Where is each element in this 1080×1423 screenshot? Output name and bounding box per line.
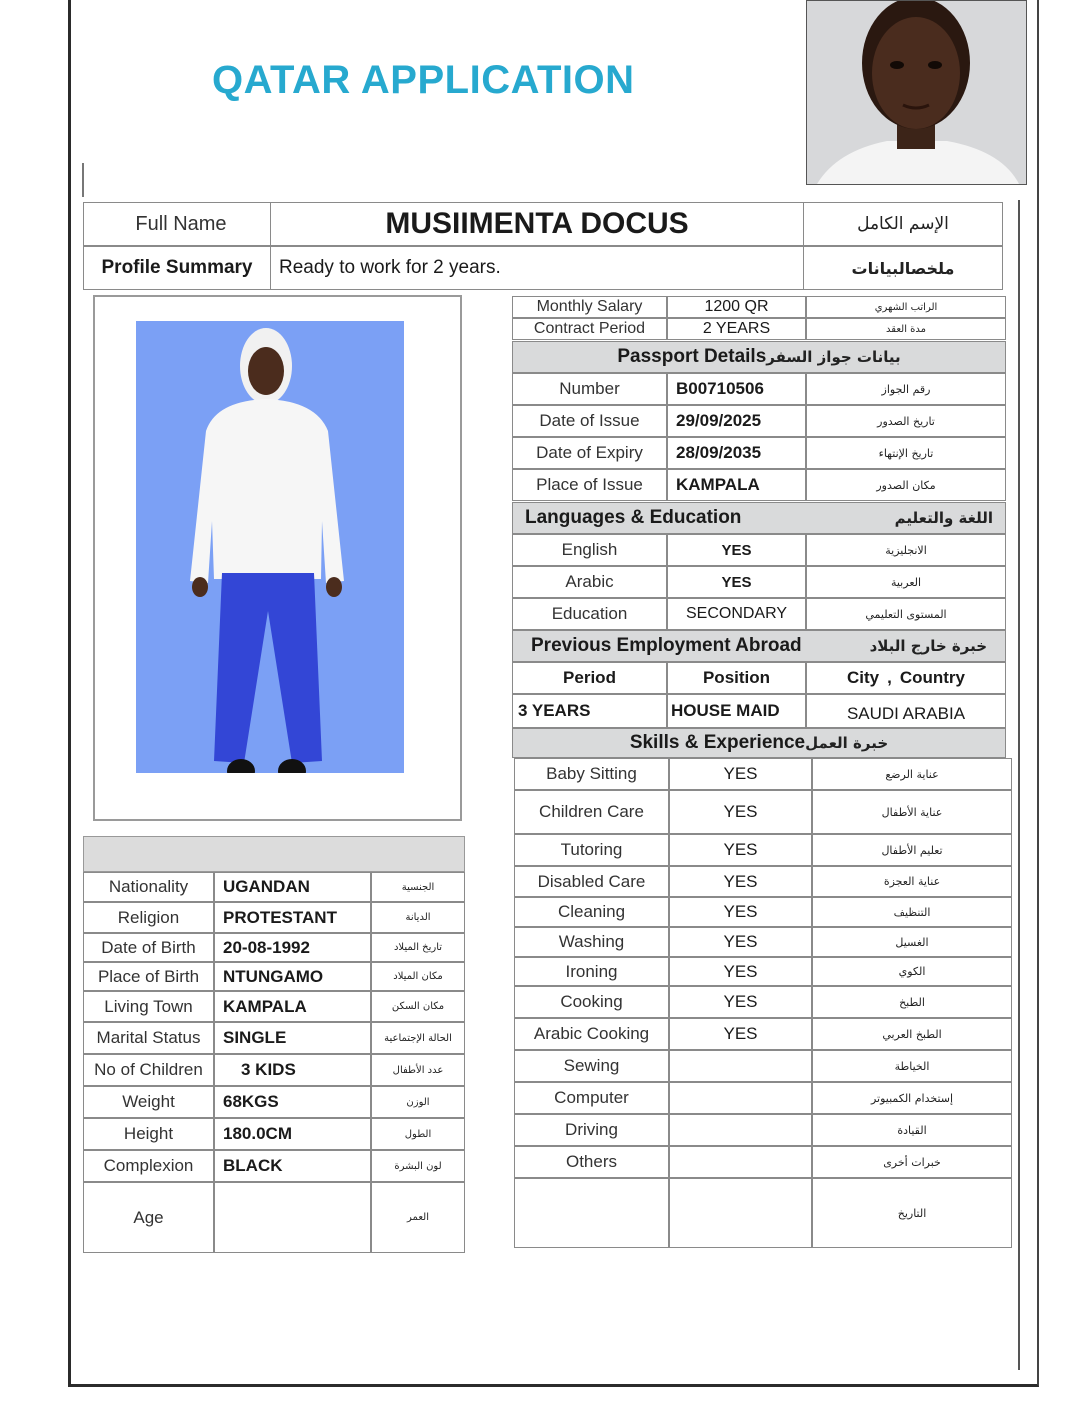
skill-row-value bbox=[669, 1114, 812, 1146]
full-body-photo bbox=[93, 295, 462, 821]
skill-row-value: YES bbox=[669, 834, 812, 866]
col-city: City bbox=[846, 668, 880, 687]
personal-row-label: Nationality bbox=[83, 872, 214, 902]
skill-row-arabic: الكوي bbox=[812, 957, 1012, 986]
personal-row-value: 180.0CM bbox=[214, 1118, 371, 1150]
skill-row-value: YES bbox=[669, 790, 812, 834]
employment-position: HOUSE MAID bbox=[667, 694, 806, 728]
skill-row-arabic: تعليم الأطفال bbox=[812, 834, 1012, 866]
skill-row-value: YES bbox=[669, 1018, 812, 1050]
personal-row-label: Marital Status bbox=[83, 1022, 214, 1054]
passport-row-value: 28/09/2035 bbox=[667, 437, 806, 469]
margin-tick bbox=[82, 163, 84, 197]
personal-row-arabic: الحالة الإجتماعية bbox=[371, 1022, 465, 1054]
employment-period: 3 YEARS bbox=[512, 694, 667, 728]
language-row-value: YES bbox=[667, 534, 806, 566]
languages-heading-text: Languages & Education bbox=[525, 507, 742, 528]
skill-row-label: Disabled Care bbox=[514, 866, 669, 897]
personal-row-label: Living Town bbox=[83, 991, 214, 1022]
col-sep: , bbox=[887, 668, 892, 687]
skill-row-value: YES bbox=[669, 758, 812, 790]
skill-row-label bbox=[514, 1178, 669, 1248]
personal-row-label: Weight bbox=[83, 1086, 214, 1118]
personal-row-value: 3 KIDS bbox=[214, 1054, 371, 1086]
passport-row-value: B00710506 bbox=[667, 373, 806, 405]
full-name-arabic: الإسم الكامل bbox=[803, 202, 1003, 246]
skill-row-label: Cleaning bbox=[514, 897, 669, 927]
passport-row-value: KAMPALA bbox=[667, 469, 806, 501]
personal-row-arabic: لون البشرة bbox=[371, 1150, 465, 1182]
languages-heading bbox=[512, 502, 1006, 534]
employment-heading bbox=[512, 630, 1006, 662]
passport-row-value: 29/09/2025 bbox=[667, 405, 806, 437]
personal-row-label: No of Children bbox=[83, 1054, 214, 1086]
skill-row-arabic: التنظيف bbox=[812, 897, 1012, 927]
passport-heading-text: Passport Details bbox=[617, 346, 767, 367]
language-row-label: Education bbox=[512, 598, 667, 630]
language-row-label: English bbox=[512, 534, 667, 566]
language-row-label: Arabic bbox=[512, 566, 667, 598]
personal-row-value: SINGLE bbox=[214, 1022, 371, 1054]
full-name-value: MUSIIMENTA DOCUS bbox=[270, 202, 804, 246]
personal-row-label: Height bbox=[83, 1118, 214, 1150]
language-row-value: SECONDARY bbox=[667, 598, 806, 630]
skill-row-arabic: عناية الأطفال bbox=[812, 790, 1012, 834]
personal-row-label: Religion bbox=[83, 902, 214, 933]
skill-row-label: Children Care bbox=[514, 790, 669, 834]
personal-row-label: Place of Birth bbox=[83, 962, 214, 991]
headshot-photo bbox=[806, 0, 1027, 185]
skill-row-label: Computer bbox=[514, 1082, 669, 1114]
skills-heading bbox=[512, 728, 1006, 758]
personal-row-value: 20-08-1992 bbox=[214, 933, 371, 962]
profile-summary-arabic: ملخصالبيانات bbox=[803, 246, 1003, 290]
skill-row-label: Arabic Cooking bbox=[514, 1018, 669, 1050]
col-country: Country bbox=[899, 668, 966, 687]
skill-row-value: YES bbox=[669, 986, 812, 1018]
personal-row-arabic: الطول bbox=[371, 1118, 465, 1150]
skill-row-arabic: القيادة bbox=[812, 1114, 1012, 1146]
language-row-value: YES bbox=[667, 566, 806, 598]
page-border-line bbox=[1018, 200, 1020, 1370]
languages-heading-arabic: اللغة والتعليم bbox=[894, 509, 993, 527]
skill-row-value bbox=[669, 1082, 812, 1114]
personal-row-arabic: الوزن bbox=[371, 1086, 465, 1118]
skill-row-value: YES bbox=[669, 957, 812, 986]
skill-row-label: Driving bbox=[514, 1114, 669, 1146]
skill-row-label: Baby Sitting bbox=[514, 758, 669, 790]
skill-row-label: Ironing bbox=[514, 957, 669, 986]
employment-country: SAUDI ARABIA bbox=[806, 694, 1006, 728]
contract-label: Monthly Salary bbox=[512, 296, 667, 318]
skill-row-arabic: الطبخ bbox=[812, 986, 1012, 1018]
employment-heading-text: Previous Employment Abroad bbox=[531, 635, 802, 656]
skill-row-value: YES bbox=[669, 897, 812, 927]
personal-row-value: 68KGS bbox=[214, 1086, 371, 1118]
passport-row-arabic: رقم الجواز bbox=[806, 373, 1006, 405]
employment-col-city-country bbox=[806, 662, 1006, 694]
personal-row-value bbox=[214, 1182, 371, 1253]
skill-row-label: Sewing bbox=[514, 1050, 669, 1082]
personal-row-arabic: تاريخ الميلاد bbox=[371, 933, 465, 962]
personal-row-arabic: الديانة bbox=[371, 902, 465, 933]
contract-label: Contract Period bbox=[512, 318, 667, 340]
personal-row-arabic: عدد الأطفال bbox=[371, 1054, 465, 1086]
contract-arabic: مدة العقد bbox=[806, 318, 1006, 340]
employment-col-period: Period bbox=[512, 662, 667, 694]
skill-row-arabic: الخياطة bbox=[812, 1050, 1012, 1082]
passport-row-arabic: تاريخ الصدور bbox=[806, 405, 1006, 437]
skills-heading-text: Skills & Experience bbox=[629, 732, 806, 753]
personal-row-value: KAMPALA bbox=[214, 991, 371, 1022]
skill-row-arabic: الطبخ العربي bbox=[812, 1018, 1012, 1050]
personal-row-value: UGANDAN bbox=[214, 872, 371, 902]
passport-row-label: Date of Issue bbox=[512, 405, 667, 437]
skill-row-value: YES bbox=[669, 927, 812, 957]
employment-col-position: Position bbox=[667, 662, 806, 694]
skill-row-arabic: الغسيل bbox=[812, 927, 1012, 957]
personal-header-band bbox=[83, 836, 465, 872]
skill-row-arabic: خبرات أخرى bbox=[812, 1146, 1012, 1178]
passport-row-label: Number bbox=[512, 373, 667, 405]
personal-row-label: Complexion bbox=[83, 1150, 214, 1182]
skills-heading-arabic: خبرة العمل bbox=[805, 734, 889, 752]
contract-value: 1200 QR bbox=[667, 296, 806, 318]
skill-row-value bbox=[669, 1146, 812, 1178]
personal-row-value: PROTESTANT bbox=[214, 902, 371, 933]
personal-row-value: NTUNGAMO bbox=[214, 962, 371, 991]
language-row-arabic: المستوى التعليمي bbox=[806, 598, 1006, 630]
form-title: QATAR APPLICATION bbox=[212, 58, 635, 102]
skill-row-label: Cooking bbox=[514, 986, 669, 1018]
passport-row-arabic: مكان الصدور bbox=[806, 469, 1006, 501]
personal-row-arabic: العمر bbox=[371, 1182, 465, 1253]
employment-heading-arabic: خبرة خارج البلاد bbox=[869, 637, 987, 655]
skill-row-value bbox=[669, 1178, 812, 1248]
personal-row-label: Date of Birth bbox=[83, 933, 214, 962]
skill-row-arabic: عناية الرضع bbox=[812, 758, 1012, 790]
passport-heading-arabic: بيانات جواز السفر bbox=[766, 348, 901, 366]
personal-row-value: BLACK bbox=[214, 1150, 371, 1182]
personal-row-arabic: الجنسية bbox=[371, 872, 465, 902]
profile-summary-value: Ready to work for 2 years. bbox=[270, 246, 804, 290]
language-row-arabic: العربية bbox=[806, 566, 1006, 598]
personal-row-arabic: مكان الميلاد bbox=[371, 962, 465, 991]
personal-row-label: Age bbox=[83, 1182, 214, 1253]
skill-row-label: Washing bbox=[514, 927, 669, 957]
passport-row-label: Place of Issue bbox=[512, 469, 667, 501]
personal-row-arabic: مكان السكن bbox=[371, 991, 465, 1022]
contract-arabic: الراتب الشهري bbox=[806, 296, 1006, 318]
profile-summary-label: Profile Summary bbox=[83, 246, 271, 290]
skill-row-arabic: عناية العجزة bbox=[812, 866, 1012, 897]
skill-row-value bbox=[669, 1050, 812, 1082]
passport-row-arabic: تاريخ الإنتهاء bbox=[806, 437, 1006, 469]
skill-row-arabic: إستخدام الكمبيوتر bbox=[812, 1082, 1012, 1114]
contract-value: 2 YEARS bbox=[667, 318, 806, 340]
language-row-arabic: الانجليزية bbox=[806, 534, 1006, 566]
skill-row-label: Others bbox=[514, 1146, 669, 1178]
full-name-label: Full Name bbox=[83, 202, 271, 246]
skill-row-label: Tutoring bbox=[514, 834, 669, 866]
skill-row-value: YES bbox=[669, 866, 812, 897]
passport-heading bbox=[512, 341, 1006, 373]
skill-row-arabic: التاريخ bbox=[812, 1178, 1012, 1248]
passport-row-label: Date of Expiry bbox=[512, 437, 667, 469]
